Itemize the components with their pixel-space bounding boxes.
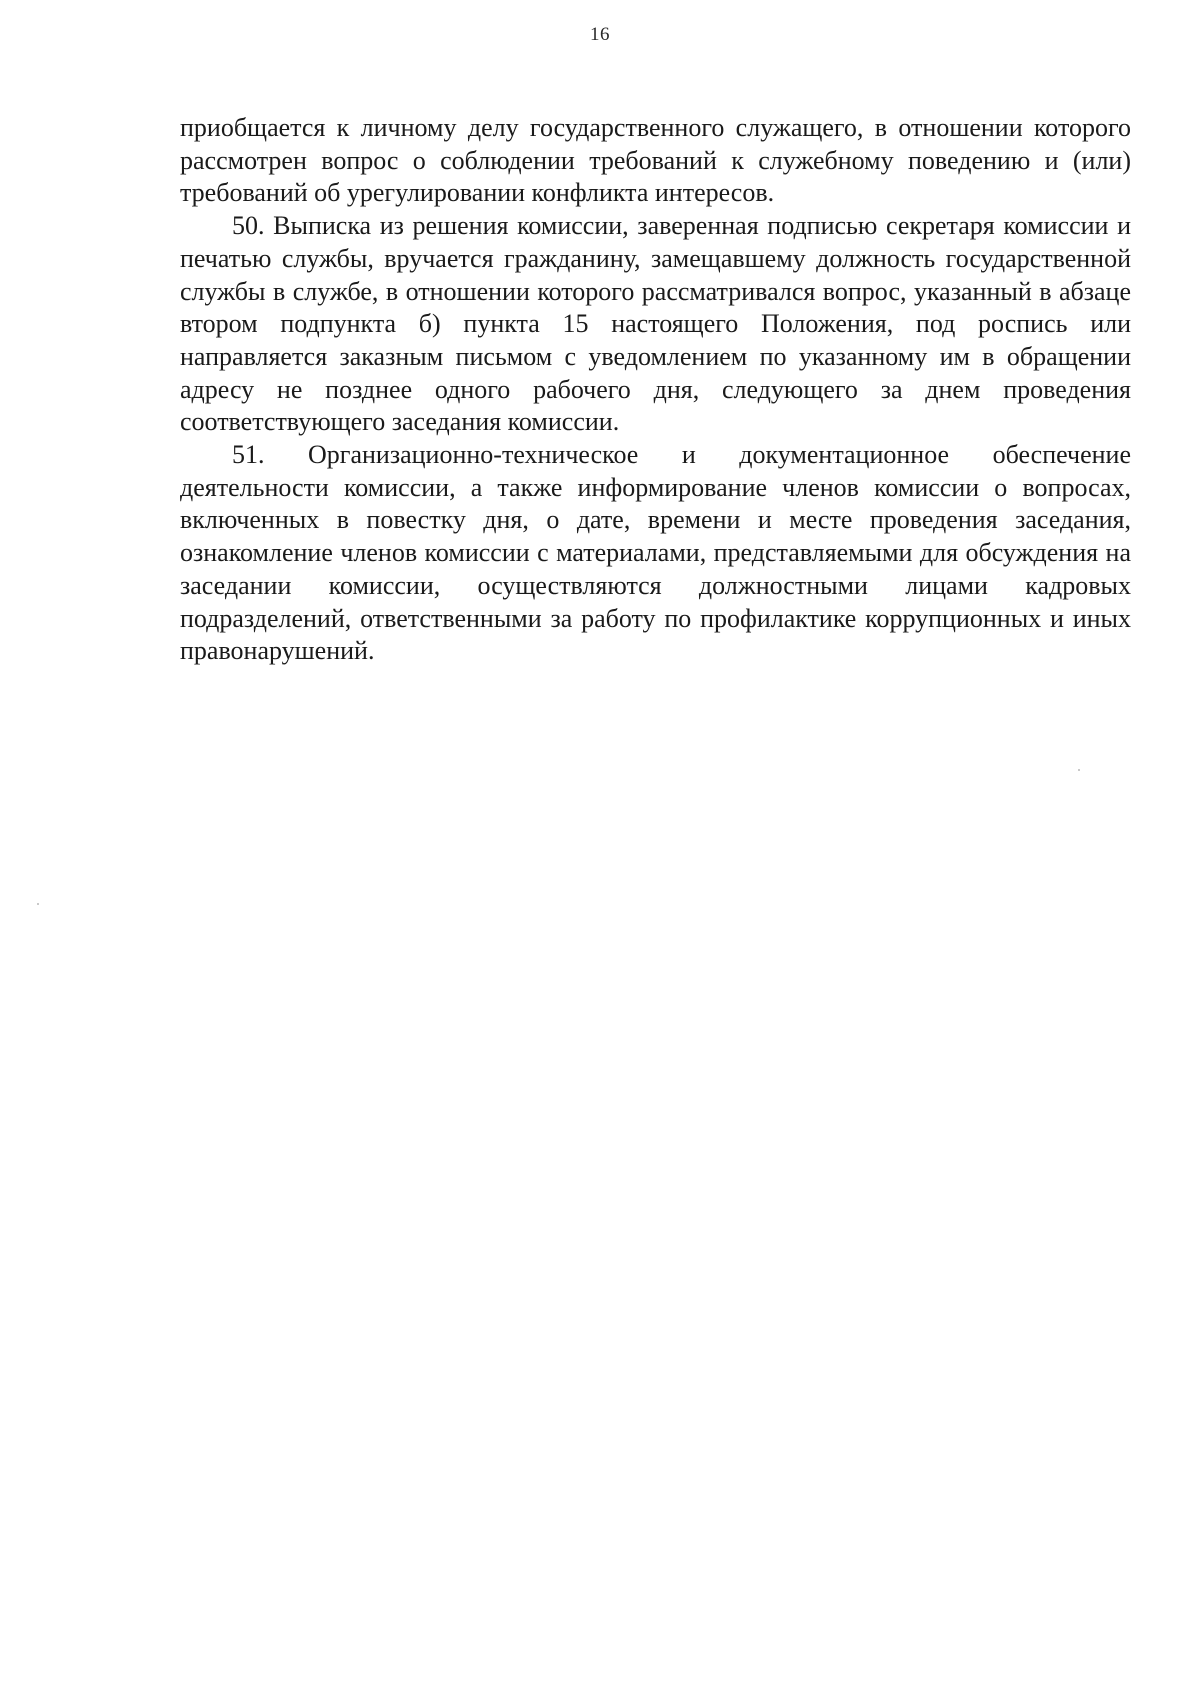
page-number: 16 — [590, 24, 610, 45]
scan-speck — [37, 903, 39, 905]
paragraph-continuation: приобщается к личному делу государственного служащего, в отношении которого рассмотрен вопрос о соблюдении требований к служебному поведению и (или) требований об урегулировании конфликта интересов. — [180, 113, 1131, 208]
document-body — [180, 112, 1131, 668]
scan-speck — [1078, 769, 1080, 771]
paragraph-item-51: 51. Организационно-техническое и документационное обеспечение деятельности комиссии, а также информирование членов комиссии о вопросах, включенных в повестку дня, о дате, времени и месте проведения заседания, ознакомление членов комиссии с материалами, представляемыми для обсуждения на заседании комиссии, осуществляются должностными лицами кадровых подразделений, ответственными за работу по профилактике коррупционных и иных правонарушений. — [180, 440, 1131, 666]
paragraph-item-50: 50. Выписка из решения комиссии, заверенная подписью секретаря комиссии и печатью службы, вручается гражданину, замещавшему должность государственной службы в службе, в отношении которого рассматривался вопрос, указанный в абзаце втором подпункта б) пункта 15 настоящего Положения, под роспись или направляется заказным письмом с уведомлением по указанному им в обращении адресу не позднее одного рабочего дня, следующего за днем проведения соответствующего заседания комиссии. — [180, 211, 1131, 437]
